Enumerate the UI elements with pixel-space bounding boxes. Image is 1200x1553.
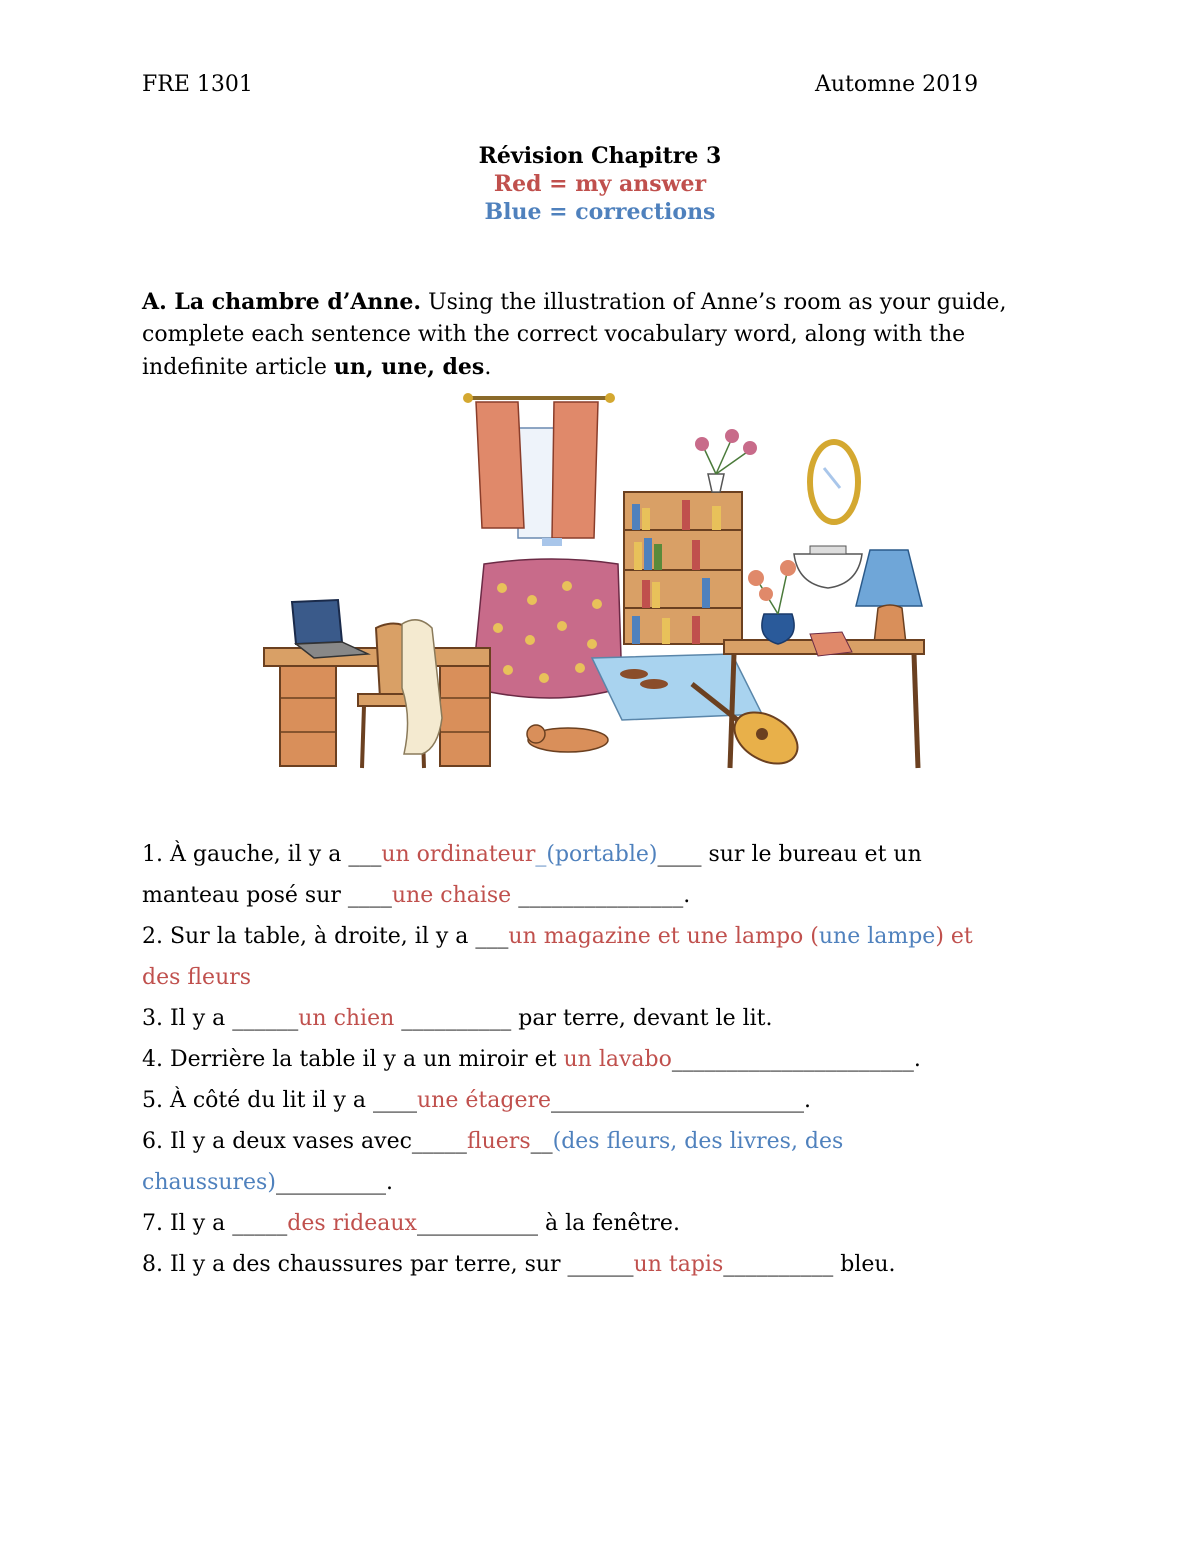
q2-answer-cont: ) et: [935, 924, 973, 949]
q1-answer: un ordinateur: [381, 842, 536, 867]
legend-red: Red = my answer: [493, 171, 707, 197]
vase-flowers-icon: [695, 429, 757, 492]
blue-vase-icon: [748, 560, 796, 644]
instructions-end: .: [484, 355, 492, 380]
q6-line2-correction: chaussures): [142, 1170, 276, 1195]
instructions: [142, 286, 1072, 384]
q6-line2-end: __________.: [275, 1170, 393, 1195]
q1-line2-text: manteau posé sur ____: [142, 883, 392, 908]
q6-blank: __: [530, 1129, 553, 1154]
q6-correction: (des fleurs, des livres, des: [552, 1129, 844, 1154]
q2-text: 2. Sur la table, à droite, il y a ___: [142, 924, 509, 949]
title-block: [0, 142, 1200, 226]
mirror-icon: [810, 442, 858, 522]
sink-icon: [794, 546, 862, 588]
q2-line2-answer: des fleurs: [142, 965, 252, 990]
q8-answer: un tapis: [633, 1252, 724, 1277]
q8-text-end: __________ bleu.: [723, 1252, 896, 1277]
instructions-articles: un, une, des: [333, 354, 485, 380]
q3-answer: un chien: [298, 1006, 395, 1031]
bookshelf-icon: [624, 492, 742, 644]
lamp-icon: [856, 550, 922, 644]
q7-text: 7. Il y a _____: [142, 1211, 288, 1236]
question-8: [142, 1244, 1102, 1285]
q4-text-end: ______________________.: [671, 1047, 921, 1072]
laptop-icon: [292, 600, 368, 658]
question-1: [142, 834, 1102, 916]
q6-answer: fluers: [466, 1129, 531, 1154]
rug-icon: [592, 654, 762, 720]
section-label: A. La chambre d’Anne.: [142, 289, 422, 315]
bed-icon: [472, 559, 622, 698]
q5-text-end: _______________________.: [551, 1088, 812, 1113]
bedroom-illustration: [262, 388, 928, 780]
q2-correction: une lampe: [818, 924, 936, 949]
page-title: Révision Chapitre 3: [478, 143, 722, 169]
q1-text: 1. À gauche, il y a ___: [142, 842, 382, 867]
question-3: [142, 998, 1102, 1039]
q4-text: 4. Derrière la table il y a un miroir et: [142, 1047, 564, 1072]
course-code: FRE 1301: [142, 72, 253, 97]
q8-text: 8. Il y a des chaussures par terre, sur ______: [142, 1252, 634, 1277]
question-7: [142, 1203, 1102, 1244]
q7-answer: des rideaux: [287, 1211, 417, 1236]
term: Automne 2019: [815, 72, 979, 97]
dog-icon: [527, 725, 608, 752]
q2-answer: un magazine et une lampo (: [508, 924, 819, 949]
q3-text-end: __________ par terre, devant le lit.: [394, 1006, 773, 1031]
q1-line2-end: _______________.: [511, 883, 691, 908]
question-2: [142, 916, 1102, 998]
q6-text: 6. Il y a deux vases avec_____: [142, 1129, 467, 1154]
q4-answer: un lavabo: [563, 1047, 672, 1072]
q5-answer: une étagere: [417, 1088, 552, 1113]
question-4: [142, 1039, 1102, 1080]
q7-text-end: ___________ à la fenêtre.: [416, 1211, 680, 1236]
q5-text: 5. À côté du lit il y a ____: [142, 1088, 418, 1113]
q3-text: 3. Il y a ______: [142, 1006, 299, 1031]
question-6: [142, 1121, 1102, 1203]
curtains-icon: [463, 393, 615, 546]
question-5: [142, 1080, 1102, 1121]
coat-icon: [402, 620, 442, 754]
legend-blue: Blue = corrections: [484, 199, 716, 225]
q1-correction: _(portable): [535, 842, 658, 867]
instructions-text: Using the illustration of Anne’s room as your guide, complete each sentence with the correct vocabulary word, along with the indefinite article: [142, 290, 1007, 380]
q1-text-end: ____ sur le bureau et un: [657, 842, 922, 867]
q1-line2-answer: une chaise: [391, 883, 512, 908]
